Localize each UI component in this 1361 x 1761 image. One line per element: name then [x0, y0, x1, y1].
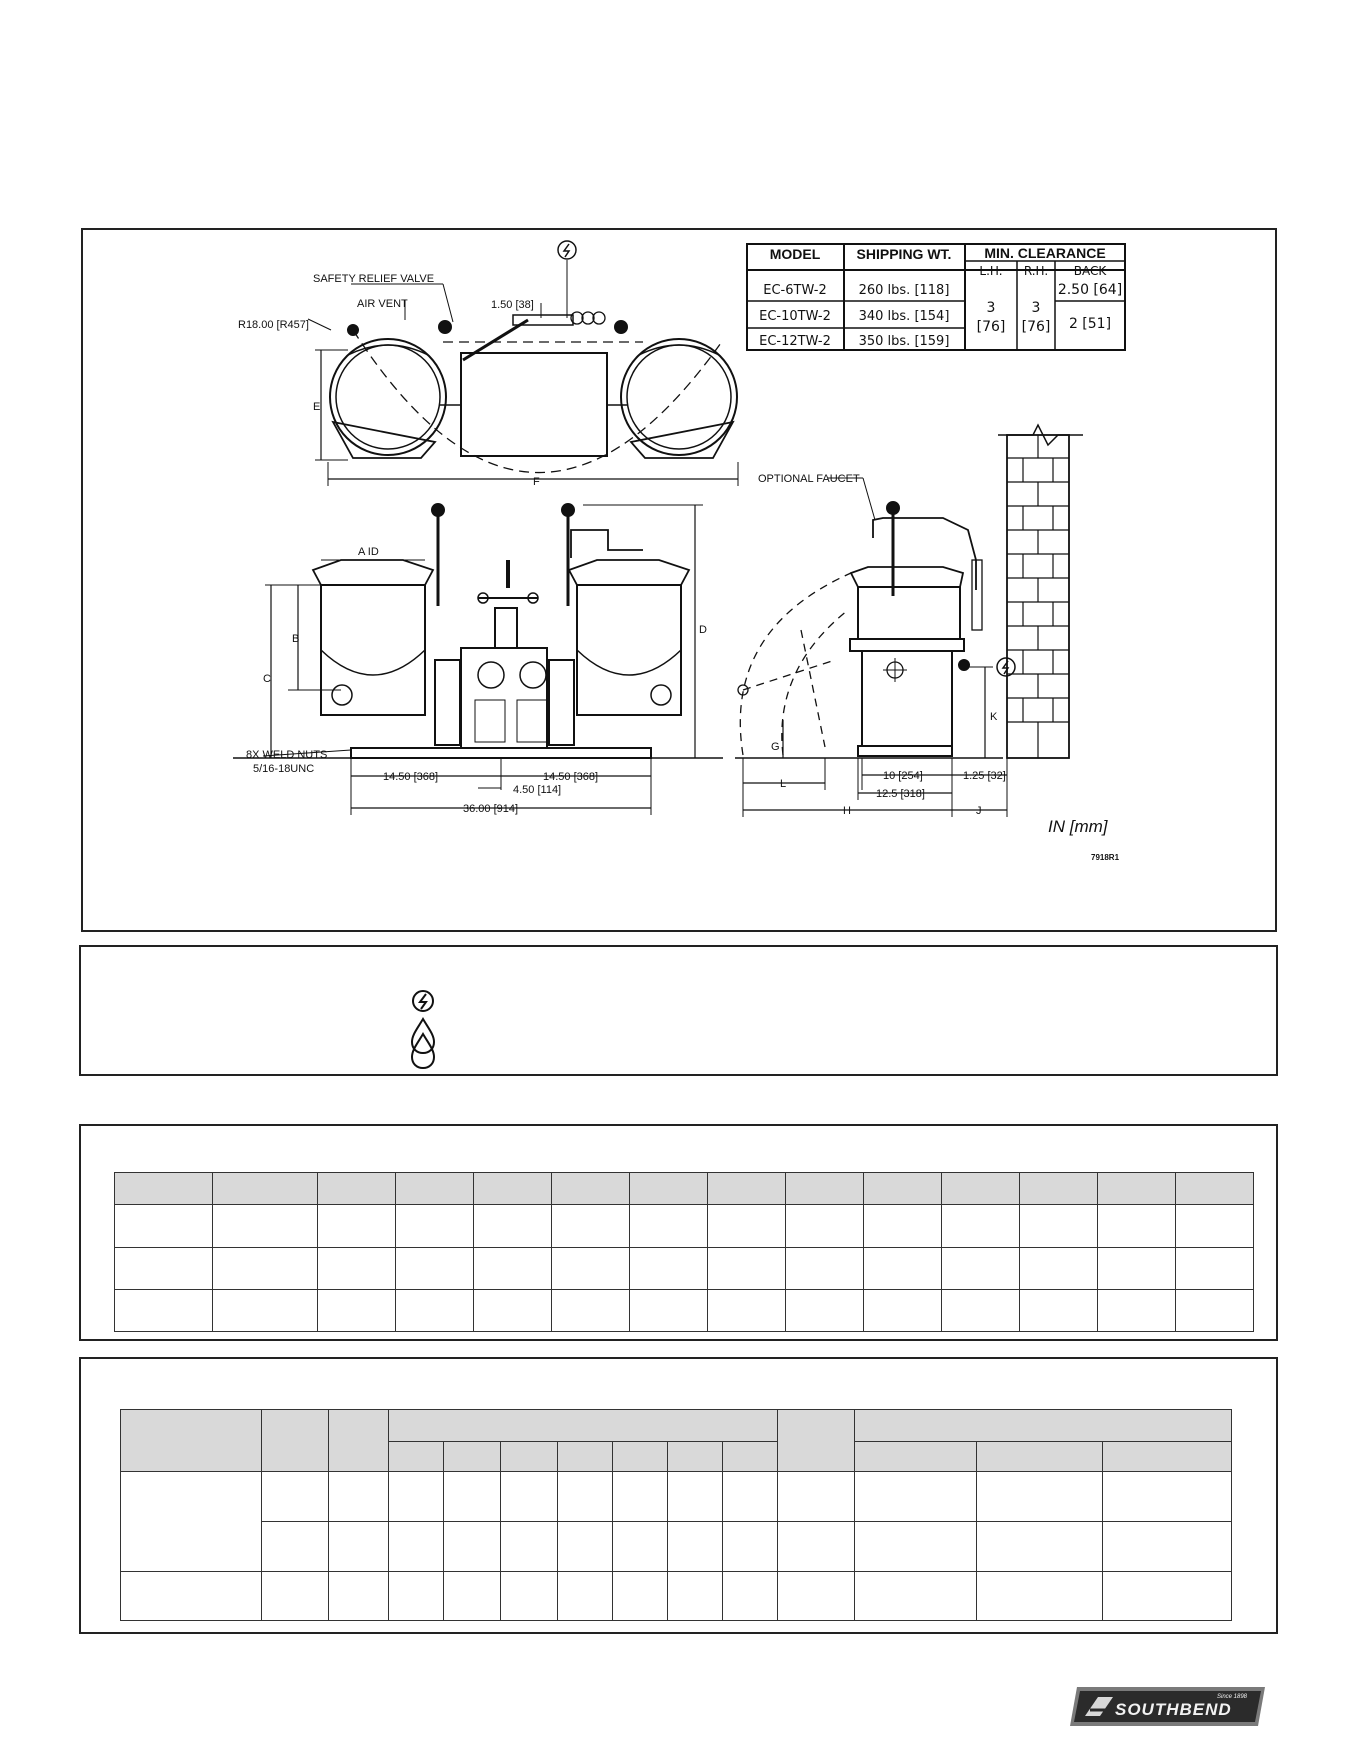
subheader-back: BACK: [1073, 264, 1107, 278]
optional-faucet-label: OPTIONAL FAUCET: [758, 473, 860, 485]
label-b: B: [292, 633, 300, 645]
front-view-labels: [246, 546, 707, 815]
spec-table-text: [759, 245, 1122, 349]
label-c: C: [263, 673, 271, 685]
row-weight-3: 350 lbs. [159]: [858, 334, 950, 349]
dim-36-00: 36.00 [914]: [463, 803, 519, 815]
dim-14-50-left: 14.50 [368]: [383, 771, 439, 783]
header-model: MODEL: [769, 246, 821, 262]
weld-nuts-thread-label: 5/16-18UNC: [253, 763, 315, 775]
table-row: [115, 1205, 1254, 1248]
table-row: [121, 1572, 1232, 1621]
row-model-1: EC-6TW-2: [763, 283, 827, 298]
air-vent-label: AIR VENT: [357, 298, 408, 310]
weld-nuts-label: 8X WELD NUTS: [246, 749, 328, 761]
kettle-technical-drawing: [83, 230, 1279, 934]
header-min-clearance: MIN. CLEARANCE: [984, 245, 1106, 261]
dim-1-25: 1.25 [32]: [963, 770, 1006, 782]
label-h: H: [843, 805, 851, 817]
units-label: IN [mm]: [1048, 817, 1108, 836]
label-f: F: [533, 476, 540, 488]
lh-clearance-mm: [76]: [976, 319, 1006, 335]
dimensions-panel: [79, 1124, 1278, 1341]
label-k: K: [990, 711, 998, 723]
legend-icons: [81, 947, 1280, 1078]
row-weight-1: 260 lbs. [118]: [858, 283, 950, 298]
label-g: G: [771, 741, 780, 753]
dim-1-50-label: 1.50 [38]: [491, 299, 534, 311]
lightning-bolt-icon: [413, 991, 433, 1011]
back-clearance-top: 2.50 [64]: [1057, 282, 1123, 298]
back-clearance-bottom: 2 [51]: [1068, 316, 1112, 332]
label-a-id: A ID: [358, 546, 379, 558]
table-row: [121, 1522, 1232, 1572]
electrical-header-row-1: [121, 1410, 1232, 1442]
drawing-number: 7918R1: [1091, 853, 1120, 862]
southbend-logo-mark: [1065, 1685, 1270, 1728]
radius-label: R18.00 [R457]: [238, 319, 309, 331]
dim-12-5: 12.5 [318]: [876, 788, 925, 800]
dimensions-header-row: [115, 1173, 1254, 1205]
subheader-rh: R.H.: [1023, 264, 1049, 278]
utility-legend-panel: [79, 945, 1278, 1076]
lh-clearance: 3: [986, 300, 996, 316]
rh-clearance-mm: [76]: [1021, 319, 1051, 335]
row-model-3: EC-12TW-2: [759, 334, 831, 349]
label-d: D: [699, 624, 707, 636]
table-row: [121, 1472, 1232, 1522]
electrical-panel: [79, 1357, 1278, 1634]
subheader-lh: L.H.: [979, 264, 1003, 278]
table-row: [115, 1248, 1254, 1290]
label-l: L: [780, 778, 787, 790]
label-j: J: [976, 805, 982, 817]
southbend-logo: [1065, 1685, 1270, 1728]
header-shipping-weight: SHIPPING WT.: [856, 246, 952, 262]
table-row: [115, 1290, 1254, 1332]
dim-14-50-right: 14.50 [368]: [543, 771, 599, 783]
dim-10: 10 [254]: [883, 770, 923, 782]
installation-drawing-panel: [81, 228, 1277, 932]
brand-since: Since 1898: [1217, 1694, 1248, 1700]
dimensions-table: [114, 1172, 1254, 1332]
electrical-table: [120, 1409, 1232, 1621]
safety-relief-valve-label: SAFETY RELIEF VALVE: [313, 273, 435, 285]
brand-name: SOUTHBEND: [1115, 1700, 1232, 1719]
rh-clearance: 3: [1031, 300, 1041, 316]
row-weight-2: 340 lbs. [154]: [858, 309, 950, 324]
label-e: E: [313, 401, 321, 413]
dim-4-50: 4.50 [114]: [513, 784, 562, 796]
row-model-2: EC-10TW-2: [759, 309, 831, 324]
